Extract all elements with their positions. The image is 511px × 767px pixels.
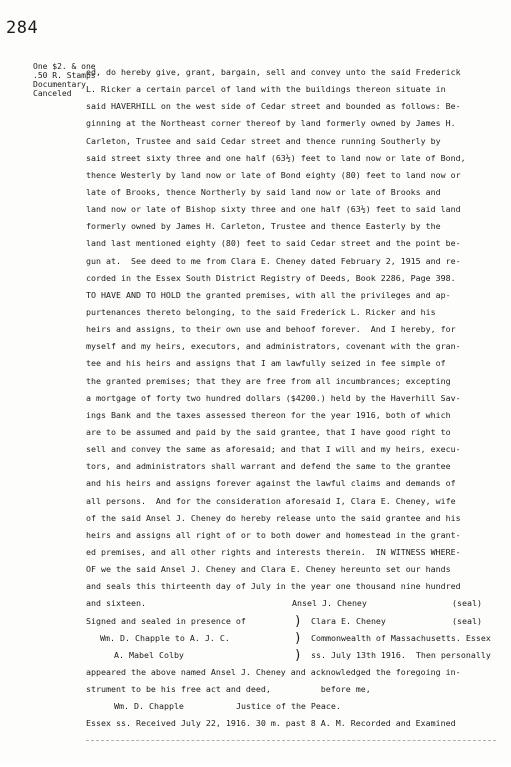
page-bottom-rule — [86, 740, 496, 741]
justice-name: Wm. D. Chapple — [114, 701, 184, 712]
text-line: tors, and administrators shall warrant and defend the same to the grantee — [86, 461, 451, 472]
text-line: ed premises, and all other rights and interests therein. IN WITNESS WHERE- — [86, 546, 461, 557]
text-line: said HAVERHILL on the west side of Cedar street and bounded as follows: Be- — [86, 101, 461, 112]
text-line: land last mentioned eighty (80) feet to said Cedar street and the point be- — [86, 238, 461, 249]
signature-date-text: and sixteen. — [86, 598, 146, 609]
text-line: tee and his heirs and assigns that I am lawfully seized in fee simple of — [86, 358, 446, 369]
text-line: formerly owned by James H. Carleton, Trustee and thence Easterly by the — [86, 221, 441, 232]
signer-name-ansel: Ansel J. Cheney — [292, 598, 367, 609]
recording-line: Essex ss. Received July 22, 1916. 30 m. past 8 A. M. Recorded and Examined — [86, 718, 456, 729]
text-line: gun at. See deed to me from Clara E. Cheney dated February 2, 1915 and re- — [86, 255, 461, 266]
text-line: ed, do hereby give, grant, bargain, sell and convey unto the said Frederick — [86, 67, 461, 77]
witness-heading: Signed and sealed in presence of — [86, 615, 246, 626]
signature-line-4 — [86, 647, 496, 664]
text-line: appeared the above named Ansel J. Cheney and acknowledged the foregoing in- — [86, 666, 461, 677]
text-line: late of Brooks, thence Northerly by said land now or late of Brooks and — [86, 186, 441, 197]
deed-body-text — [86, 64, 496, 732]
witness-name-chapple: Wm. D. Chapple to A. J. C. — [100, 632, 230, 643]
page-number: 284 — [6, 18, 39, 38]
witness-name-colby: A. Mabel Colby — [114, 649, 184, 660]
brace-mark: ) — [294, 647, 302, 663]
text-line: the granted premises; that they are free from all incumbrances; excepting — [86, 375, 451, 386]
justice-line — [86, 698, 496, 715]
text-line: land now or late of Bishop sixty three and one half (63½) feet to said land — [86, 204, 461, 215]
text-line: all persons. And for the consideration aforesaid I, Clara E. Cheney, wife — [86, 495, 456, 506]
text-line: sell and convey the same as aforesaid; and that I will and my heirs, execu- — [86, 444, 461, 455]
text-line: and seals this thirteenth day of July in the year one thousand nine hundred — [86, 581, 461, 592]
text-line: myself and my heirs, executors, and administrators, covenant with the gran- — [86, 341, 461, 352]
text-line: L. Ricker a certain parcel of land with the buildings thereon situate in — [86, 84, 446, 95]
acknowledgment-date: ss. July 13th 1916. Then personally — [311, 649, 491, 660]
text-line: heirs and assigns all right of or to both dower and homestead in the grant- — [86, 529, 461, 540]
signature-line-3 — [86, 630, 496, 647]
text-line: a mortgage of forty two hundred dollars ($4200.) held by the Haverhill Sav- — [86, 392, 461, 403]
text-line: of the said Ansel J. Cheney do hereby release unto the said grantee and his — [86, 512, 461, 523]
margin-note-line: Documentary — [33, 80, 86, 89]
text-line: thence Westerly by land now or late of Bond eighty (80) feet to land now or — [86, 169, 461, 180]
margin-note-line: .50 R. Stamps — [33, 71, 96, 80]
text-line: strument to be his free act and deed, before me, — [86, 684, 371, 695]
signature-line-1 — [86, 595, 496, 612]
text-line: corded in the Essex South District Registry of Deeds, Book 2286, Page 398. — [86, 272, 456, 283]
text-line: OF we the said Ansel J. Cheney and Clara E. Cheney hereunto set our hands — [86, 564, 451, 575]
margin-note-line: Canceled — [33, 89, 72, 98]
text-line: ings Bank and the taxes assessed thereon for the year 1916, both of which — [86, 409, 451, 420]
justice-title: Justice of the Peace. — [236, 701, 341, 712]
margin-note-line: One $2. & one — [33, 62, 96, 71]
signer-name-clara: Clara E. Cheney — [311, 615, 386, 626]
seal-mark: (seal) — [452, 598, 482, 609]
text-line: TO HAVE AND TO HOLD the granted premises, with all the privileges and ap- — [86, 289, 451, 300]
text-line: Carleton, Trustee and said Cedar street and thence running Southerly by — [86, 135, 441, 146]
text-line: ginning at the Northeast corner thereof by land formerly owned by James H. — [86, 118, 456, 129]
signature-line-2 — [86, 613, 496, 630]
text-line: are to be assumed and paid by the said grantee, that I have good right to — [86, 426, 451, 437]
acknowledgment-heading: Commonwealth of Massachusetts. Essex — [311, 632, 491, 643]
brace-mark: ) — [294, 630, 302, 646]
text-line: said street sixty three and one half (63½) feet to land now or late of Bond, — [86, 152, 466, 163]
brace-mark: ) — [294, 613, 302, 629]
seal-mark: (seal) — [452, 615, 482, 626]
text-line: purtenances thereto belonging, to the said Frederick L. Ricker and his — [86, 306, 436, 317]
text-line: heirs and assigns, to their own use and behoof forever. And I hereby, for — [86, 324, 456, 335]
margin-note — [33, 62, 96, 98]
text-line: and his heirs and assigns forever against the lawful claims and demands of — [86, 478, 456, 489]
